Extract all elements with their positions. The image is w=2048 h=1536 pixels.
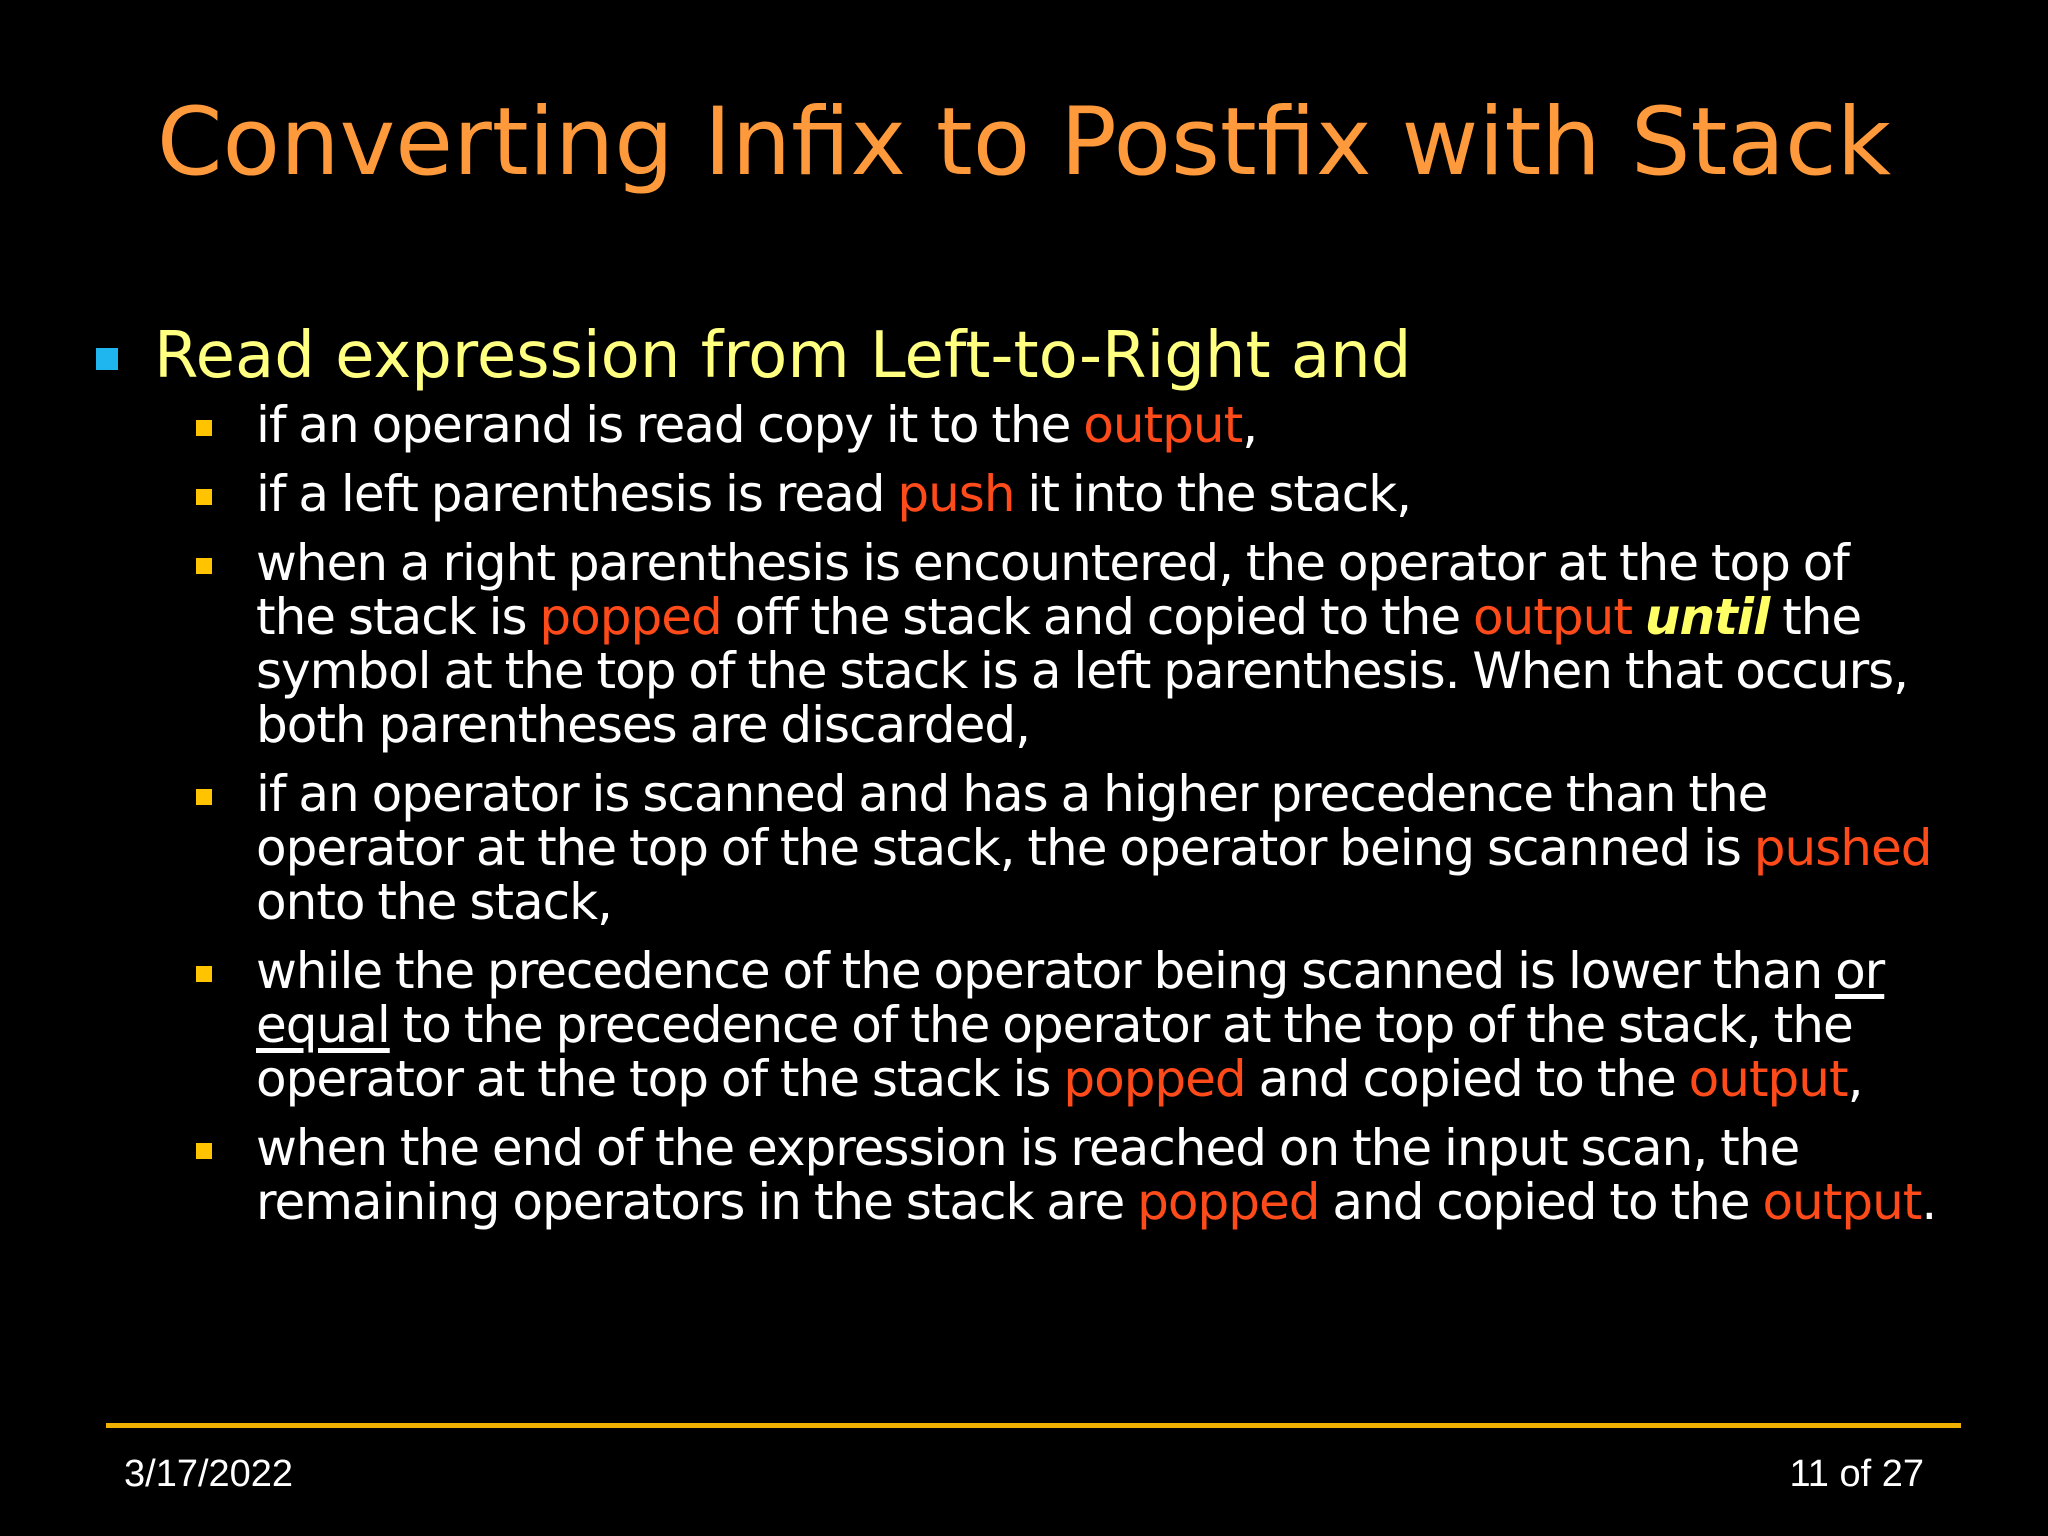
text-segment: symbol at the top of the stack is a left parenthesis. When that occurs, (256, 642, 1909, 700)
text-segment: off the stack and copied to the (721, 588, 1474, 646)
sub-bullet-line (256, 467, 2026, 521)
sub-bullet-line (256, 944, 2026, 998)
highlighted-term: output (1688, 1050, 1848, 1108)
sub-bullet-line (256, 536, 2026, 590)
text-segment (1632, 588, 1645, 646)
highlighted-term: output (1083, 396, 1243, 454)
sub-bullet-line (256, 875, 2026, 929)
sub-bullet-line (256, 590, 2026, 644)
sub-bullet-line (256, 821, 2026, 875)
sub-bullet-line (256, 398, 2026, 452)
sub-bullet-line (256, 644, 2026, 698)
highlighted-term: popped (1063, 1050, 1246, 1108)
text-segment: remaining operators in the stack are (256, 1173, 1138, 1231)
square-bullet-icon (196, 489, 212, 505)
square-bullet-icon (96, 348, 118, 370)
page-number: 11 of 27 (1789, 1453, 1924, 1495)
sub-bullet-item (196, 944, 2026, 1106)
highlighted-term: popped (1137, 1173, 1320, 1231)
text-segment: to the precedence of the operator at the top of the stack, the (389, 996, 1853, 1054)
sub-bullet-line (256, 767, 2026, 821)
slide-title: Converting Infix to Postfix with Stack (156, 88, 1892, 197)
highlighted-term: pushed (1753, 819, 1932, 877)
text-segment: when a right parenthesis is encountered, the operator at the top of (256, 534, 1849, 592)
sub-bullet-item (196, 767, 2026, 929)
highlighted-term: push (897, 465, 1015, 523)
text-segment: if a left parenthesis is read (256, 465, 898, 523)
underlined-term: or (1835, 942, 1885, 1000)
text-segment: if an operator is scanned and has a higher precedence than the (256, 765, 1768, 823)
main-bullet-text: Read expression from Left-to-Right and (154, 319, 1412, 393)
sub-bullet-item (196, 1121, 2026, 1229)
sub-bullet-line (256, 998, 2026, 1052)
text-segment: , (1847, 1050, 1863, 1108)
text-segment: , (1242, 396, 1258, 454)
square-bullet-icon (196, 558, 212, 574)
sub-bullet-line (256, 698, 2026, 752)
sub-bullet-item (196, 467, 2026, 521)
sub-bullet-list (196, 398, 2026, 1244)
text-segment: while the precedence of the operator being scanned is lower than (256, 942, 1836, 1000)
square-bullet-icon (196, 1143, 212, 1159)
highlighted-term: popped (539, 588, 722, 646)
footer-date: 3/17/2022 (124, 1453, 294, 1495)
text-segment: and copied to the (1319, 1173, 1763, 1231)
highlighted-term: output (1473, 588, 1632, 646)
text-segment: operator at the top of the stack is (256, 1050, 1064, 1108)
highlighted-term: output (1762, 1173, 1922, 1231)
text-segment: the stack is (256, 588, 540, 646)
emphasized-term: until (1644, 588, 1770, 646)
text-segment: onto the stack, (256, 873, 612, 931)
text-segment: . (1921, 1173, 1937, 1231)
square-bullet-icon (196, 966, 212, 982)
text-segment: both parentheses are discarded, (256, 696, 1030, 754)
sub-bullet-item (196, 398, 2026, 452)
sub-bullet-line (256, 1052, 2026, 1106)
sub-bullet-line (256, 1121, 2026, 1175)
footer-divider (106, 1423, 1961, 1428)
underlined-term: equal (256, 996, 390, 1054)
text-segment: when the end of the expression is reached on the input scan, the (256, 1119, 1800, 1177)
text-segment: the (1769, 588, 1862, 646)
sub-bullet-item (196, 536, 2026, 752)
square-bullet-icon (196, 420, 212, 436)
sub-bullet-line (256, 1175, 2026, 1229)
square-bullet-icon (196, 789, 212, 805)
text-segment: if an operand is read copy it to the (256, 396, 1084, 454)
text-segment: operator at the top of the stack, the operator being scanned is (256, 819, 1754, 877)
text-segment: it into the stack, (1014, 465, 1412, 523)
text-segment: and copied to the (1245, 1050, 1689, 1108)
